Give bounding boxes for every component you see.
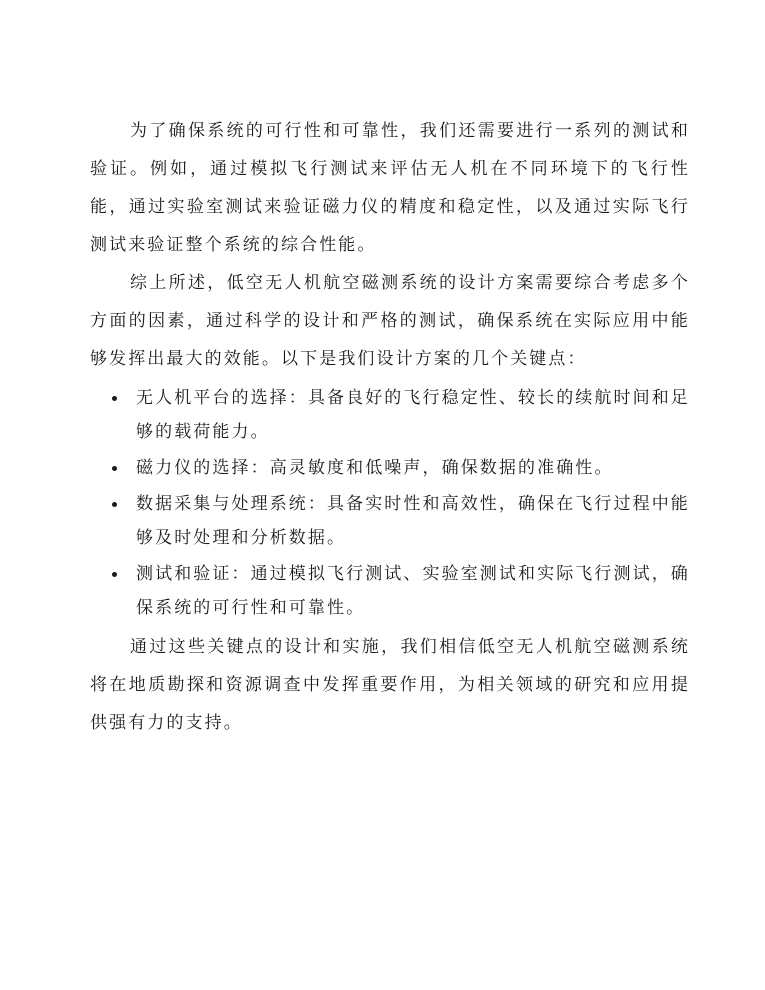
paragraph-summary: 综上所述，低空无人机航空磁测系统的设计方案需要综合考虑多个方面的因素，通过科学的设计和严格的测试，确保系统在实际应用中能够发挥出最大的效能。以下是我们设计方案的几个关键点：: [90, 273, 690, 369]
list-item-text: 数据采集与处理系统：具备实时性和高效性，确保在飞行过程中能够及时处理和分析数据。: [136, 494, 690, 548]
list-item: [90, 381, 690, 449]
key-points-list: [90, 381, 690, 625]
bullet-icon: [112, 396, 117, 401]
list-item: [90, 557, 690, 625]
bullet-icon: [112, 572, 117, 577]
paragraph-testing-validation: 为了确保系统的可行性和可靠性，我们还需要进行一系列的测试和验证。例如，通过模拟飞行测试来评估无人机在不同环境下的飞行性能，通过实验室测试来验证磁力仪的精度和稳定性，以及通过实际飞行测试来验证整个系统的综合性能。: [90, 121, 690, 255]
list-item-text: 测试和验证：通过模拟飞行测试、实验室测试和实际飞行测试，确保系统的可行性和可靠性。: [136, 564, 690, 618]
paragraph-closing: 通过这些关键点的设计和实施，我们相信低空无人机航空磁测系统将在地质勘探和资源调查中发挥重要作用，为相关领域的研究和应用提供强有力的支持。: [90, 637, 690, 733]
list-item: [90, 487, 690, 555]
bullet-icon: [112, 502, 117, 507]
bullet-icon: [112, 466, 117, 471]
list-item-text: 无人机平台的选择：具备良好的飞行稳定性、较长的续航时间和足够的载荷能力。: [136, 388, 690, 442]
document-body: [90, 112, 690, 742]
list-item-text: 磁力仪的选择：高灵敏度和低噪声，确保数据的准确性。: [136, 458, 614, 478]
list-item: [90, 451, 690, 485]
